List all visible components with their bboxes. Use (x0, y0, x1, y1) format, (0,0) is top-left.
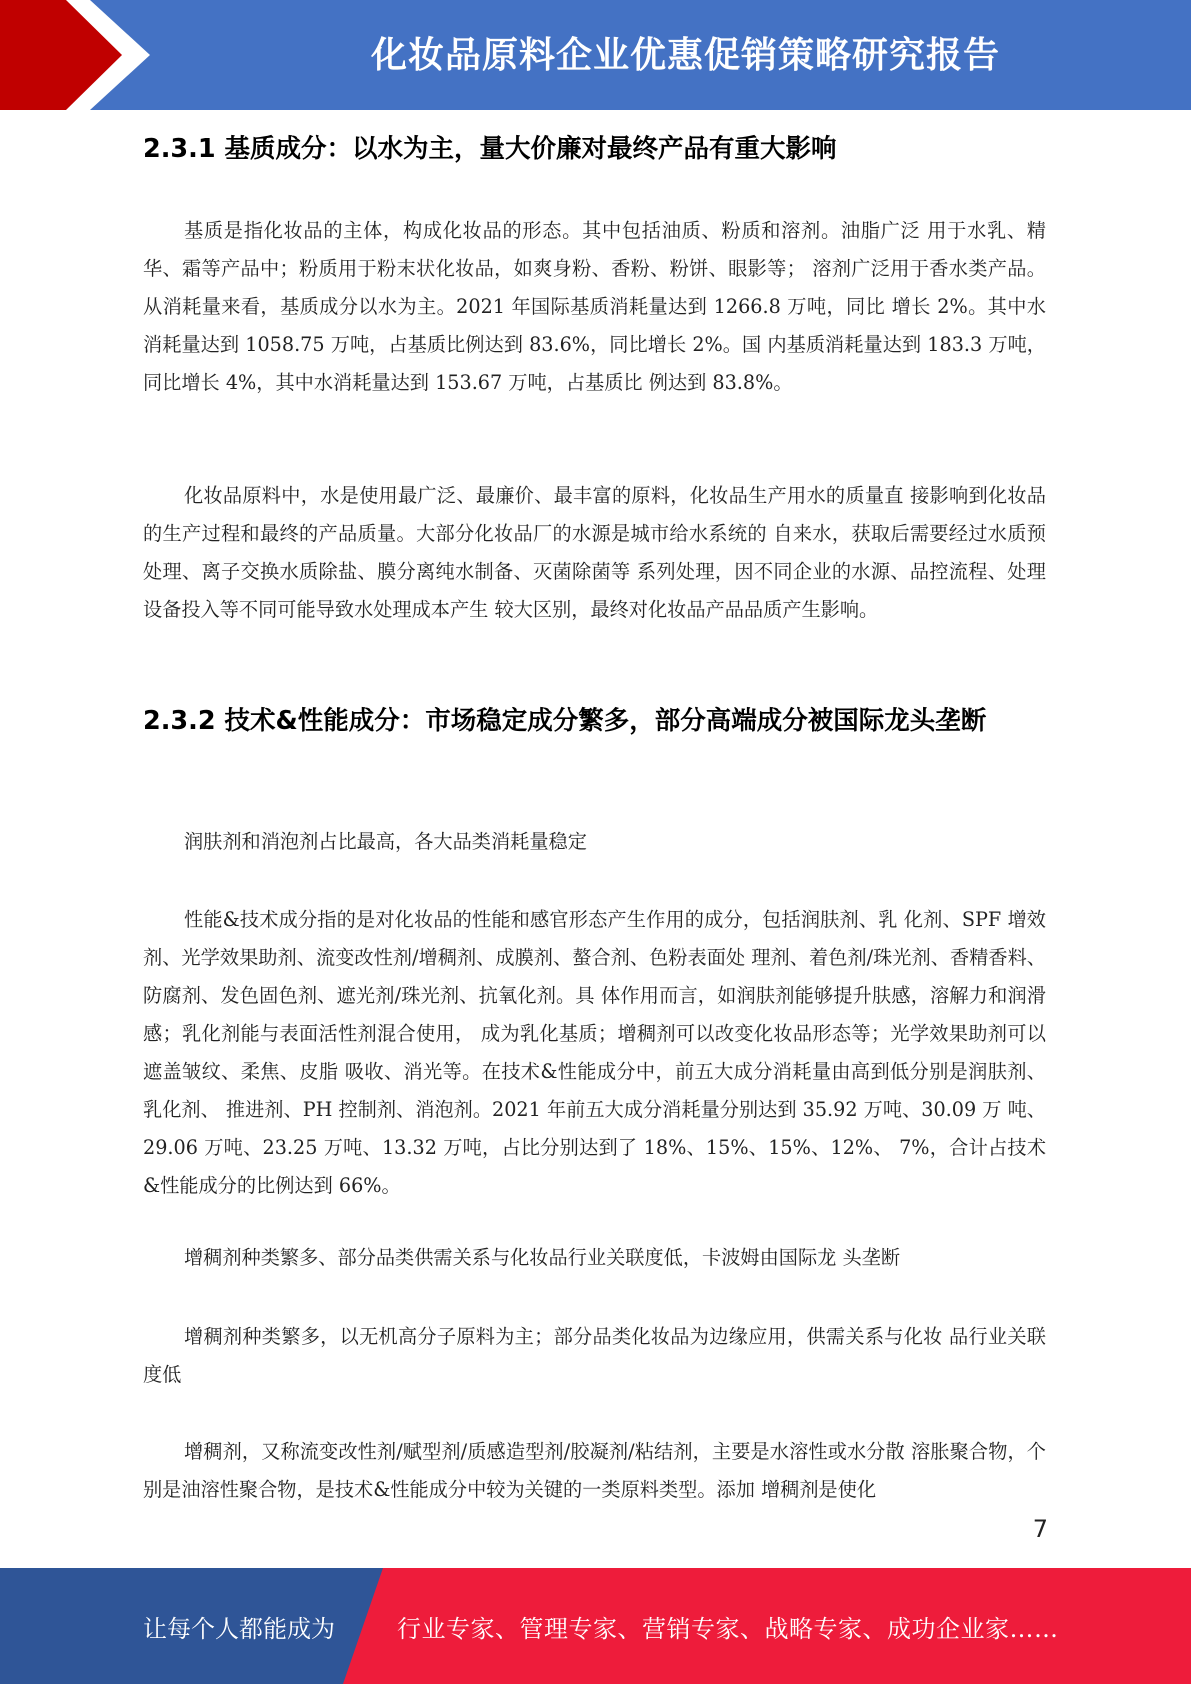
header-arrow-decoration (0, 0, 150, 110)
section-heading-2-3-1: 2.3.1 基质成分：以水为主，量大价廉对最终产品有重大影响 (143, 134, 837, 164)
header-band (0, 0, 1191, 110)
footer-band (0, 1568, 1191, 1684)
paragraph: 化妆品原料中，水是使用最广泛、最廉价、最丰富的原料，化妆品生产用水的质量直 接影响到化妆品的生产过程和最终的产品质量。大部分化妆品厂的水源是城市给水系统的 自来水，获取后需要经过水质预处理、离子交换水质除盐、膜分离纯水制备、灭菌除菌等 系列处理，因不同企业的水源、品控流程、处理设备投入等不同可能导致水处理成本产生 较大区别，最终对化妆品产品品质产生影响。 (143, 484, 1046, 621)
page-number: 7 (1032, 1515, 1048, 1543)
subheading-paragraph: 润肤剂和消泡剂占比最高，各大品类消耗量稳定 (184, 830, 587, 853)
paragraph: 性能&技术成分指的是对化妆品的性能和感官形态产生作用的成分，包括润肤剂、乳 化剂、SPF 增效剂、光学效果助剂、流变改性剂/增稠剂、成膜剂、螯合剂、色粉表面处 理剂、着色剂/珠光剂、香精香料、防腐剂、发色固色剂、遮光剂/珠光剂、抗氧化剂。具 体作用而言，如润肤剂能够提升肤感，溶解力和润滑感；乳化剂能与表面活性剂混合使用， 成为乳化基质；增稠剂可以改变化妆品形态等；光学效果助剂可以遮盖皱纹、柔焦、皮脂 吸收、消光等。在技术&性能成分中，前五大成分消耗量由高到低分别是润肤剂、乳化剂、 推进剂、PH 控制剂、消泡剂。2021 年前五大成分消耗量分别达到 35.92 万吨、30.09 万 吨、29.06 万吨、23.25 万吨、13.32 万吨，占比分别达到了 18%、15%、15%、12%、 7%，合计占技术&性能成分的比例达到 66%。 (143, 908, 1046, 1197)
paragraph: 增稠剂种类繁多，以无机高分子原料为主；部分品类化妆品为边缘应用，供需关系与化妆 品行业关联度低 (143, 1325, 1046, 1386)
subheading-paragraph: 增稠剂种类繁多、部分品类供需关系与化妆品行业关联度低，卡波姆由国际龙 头垄断 (184, 1246, 901, 1269)
footer-slogan-right: 行业专家、管理专家、营销专家、战略专家、成功企业家…… (397, 1614, 1059, 1643)
section-heading-2-3-2: 2.3.2 技术&性能成分：市场稳定成分繁多，部分高端成分被国际龙头垄断 (143, 706, 987, 736)
report-title: 化妆品原料企业优惠促销策略研究报告 (370, 34, 1000, 76)
paragraph: 增稠剂，又称流变改性剂/赋型剂/质感造型剂/胶凝剂/粘结剂，主要是水溶性或水分散 溶胀聚合物，个别是油溶性聚合物，是技术&性能成分中较为关键的一类原料类型。添加 增稠剂是使化 (143, 1440, 1046, 1501)
footer-slogan-left: 让每个人都能成为 (143, 1614, 335, 1643)
paragraph: 基质是指化妆品的主体，构成化妆品的形态。其中包括油质、粉质和溶剂。油脂广泛 用于水乳、精华、霜等产品中；粉质用于粉末状化妆品，如爽身粉、香粉、粉饼、眼影等； 溶剂广泛用于香水类产品。 从消耗量来看，基质成分以水为主。2021 年国际基质消耗量达到 1266.8 万吨，同比 增长 2%。其中水消耗量达到 1058.75 万吨，占基质比例达到 83.6%，同比增长 2%。国 内基质消耗量达到 183.3 万吨，同比增长 4%，其中水消耗量达到 153.67 万吨，占基质比 例达到 83.8%。 (143, 219, 1046, 394)
